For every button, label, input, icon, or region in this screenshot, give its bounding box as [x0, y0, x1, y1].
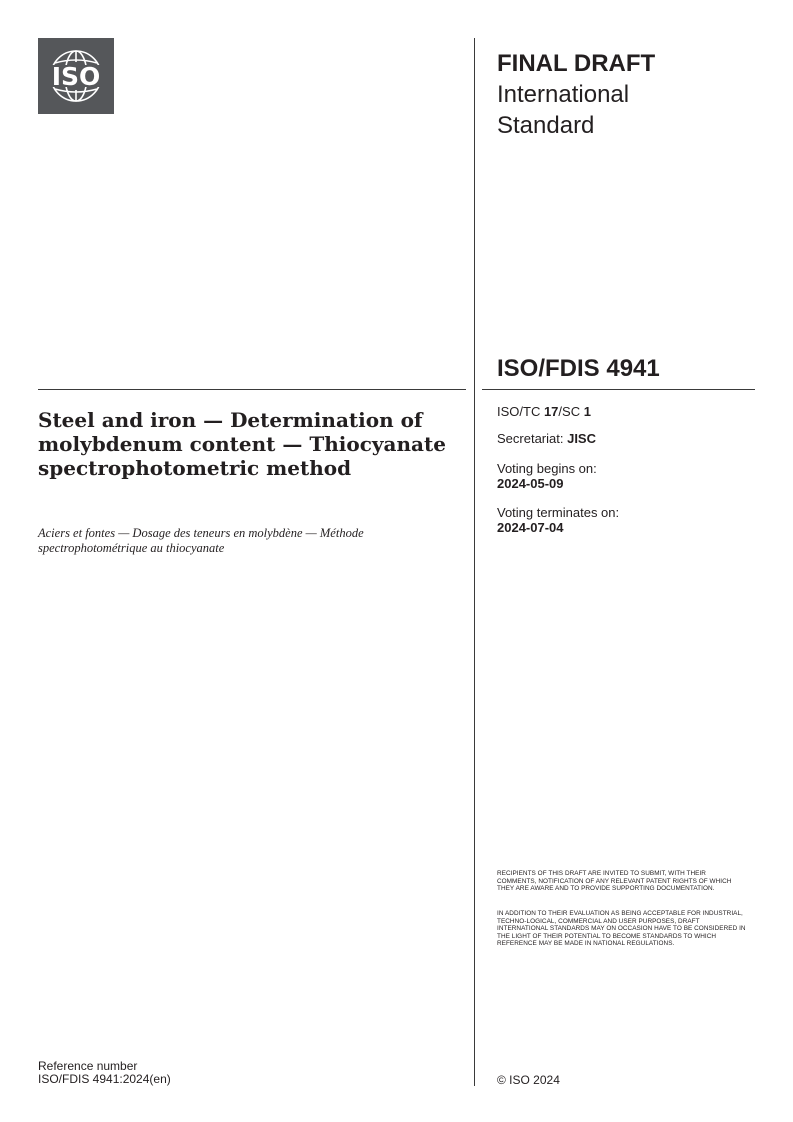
secretariat-value: JISC	[567, 431, 596, 446]
draft-heading-line3: Standard	[497, 112, 595, 139]
voting-terminates-date: 2024-07-04	[497, 520, 564, 535]
committee-sep: /SC	[558, 404, 584, 419]
committee-sc: 1	[583, 404, 591, 419]
voting-begins	[497, 461, 747, 491]
reference-number	[38, 1060, 171, 1086]
secretariat	[497, 431, 747, 446]
globe-icon	[38, 38, 114, 114]
evaluation-notice	[497, 910, 747, 948]
vertical-divider	[474, 38, 475, 1086]
notice-paragraph-1: RECIPIENTS OF THIS DRAFT ARE INVITED TO SUBMIT, WITH THEIR COMMENTS, NOTIFICATION OF ANY RELEVANT PATENT RIGHTS OF WHICH THEY ARE AWARE AND TO PROVIDE SUPPORTING DOCUMENTATION.	[497, 870, 732, 893]
voting-begins-label: Voting begins on:	[497, 461, 597, 476]
voting-begins-date: 2024-05-09	[497, 476, 564, 491]
draft-heading-line1: FINAL DRAFT	[497, 50, 656, 77]
left-horizontal-divider	[38, 389, 466, 390]
french-title: Aciers et fontes — Dosage des teneurs en molybdène — Méthode spectrophotométrique au thiocyanate	[38, 526, 364, 555]
reference-value: ISO/FDIS 4941:2024(en)	[38, 1072, 171, 1086]
committee	[497, 404, 747, 419]
logo-text: ISO	[51, 62, 101, 91]
document-id: ISO/FDIS 4941	[497, 355, 660, 382]
committee-prefix: ISO/TC	[497, 404, 544, 419]
draft-heading	[497, 48, 747, 141]
copyright: © ISO 2024	[497, 1073, 560, 1087]
secretariat-label: Secretariat:	[497, 431, 568, 446]
reference-label: Reference number	[38, 1059, 138, 1073]
committee-tc: 17	[543, 404, 559, 419]
voting-terminates	[497, 505, 747, 535]
patent-notice	[497, 870, 747, 893]
iso-logo	[38, 38, 114, 114]
voting-terminates-label: Voting terminates on:	[497, 505, 620, 520]
english-title: Steel and iron — Determination of molybdenum content — Thiocyanate spectrophotometric method	[38, 408, 446, 480]
notice-paragraph-2: IN ADDITION TO THEIR EVALUATION AS BEING ACCEPTABLE FOR INDUSTRIAL, TECHNO-LOGICAL, COMMERCIAL AND USER PURPOSES, DRAFT INTERNATIONAL STANDARDS MAY ON OCCASION HAVE TO BE CONSIDERED IN THE LIGHT OF THEIR POTENTIAL TO BECOME STANDARDS TO WHICH REFERENCE MAY BE MADE IN NATIONAL REGULATIONS.	[497, 910, 746, 948]
draft-heading-line2: International	[497, 81, 630, 108]
right-horizontal-divider	[482, 389, 755, 390]
